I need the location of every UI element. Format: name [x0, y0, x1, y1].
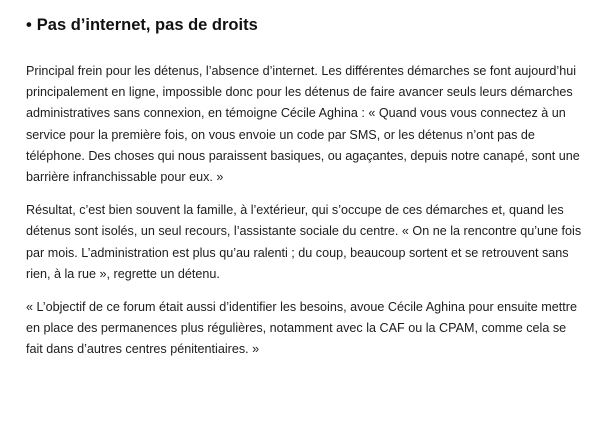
section-heading-text: Pas d’internet, pas de droits	[36, 16, 258, 34]
paragraph-family-support: Résultat, c’est bien souvent la famille, à l’extérieur, qui s’occupe de ces démarches et, quand les détenus sont isolés, un seul recours, l’assistante sociale du centre. « On ne la rencontre qu’une fois par mois. L’administration est plus qu’au ralenti ; du coup, beaucoup sortent et se retrouvent sans rien, à la rue », regrette un détenu.	[26, 203, 582, 281]
paragraph-forum-objective: « L’objectif de ce forum était aussi d’identifier les besoins, avoue Cécile Aghina pour ensuite mettre en place des permanences plus régulières, notamment avec la CAF ou la CPAM, comme cela se fait dans d’autres centres pénitentiaires. »	[26, 300, 577, 357]
article-body	[26, 14, 582, 361]
paragraph-internet-barrier: Principal frein pour les détenus, l’absence d’internet. Les différentes démarches se font aujourd’hui principalement en ligne, impossible donc pour les détenus de faire avancer seuls leurs démarches administratives sans connexion, en témoigne Cécile Aghina : « Quand vous vous connectez à un service pour la première fois, on vous envoie un code par SMS, or les détenus n’ont pas de téléphone. Des choses qui nous paraissent basiques, ou agaçantes, depuis notre canapé, sont une barrière infranchissable pour eux. »	[26, 64, 580, 185]
section-heading	[26, 14, 582, 36]
heading-bullet: •	[26, 16, 32, 34]
